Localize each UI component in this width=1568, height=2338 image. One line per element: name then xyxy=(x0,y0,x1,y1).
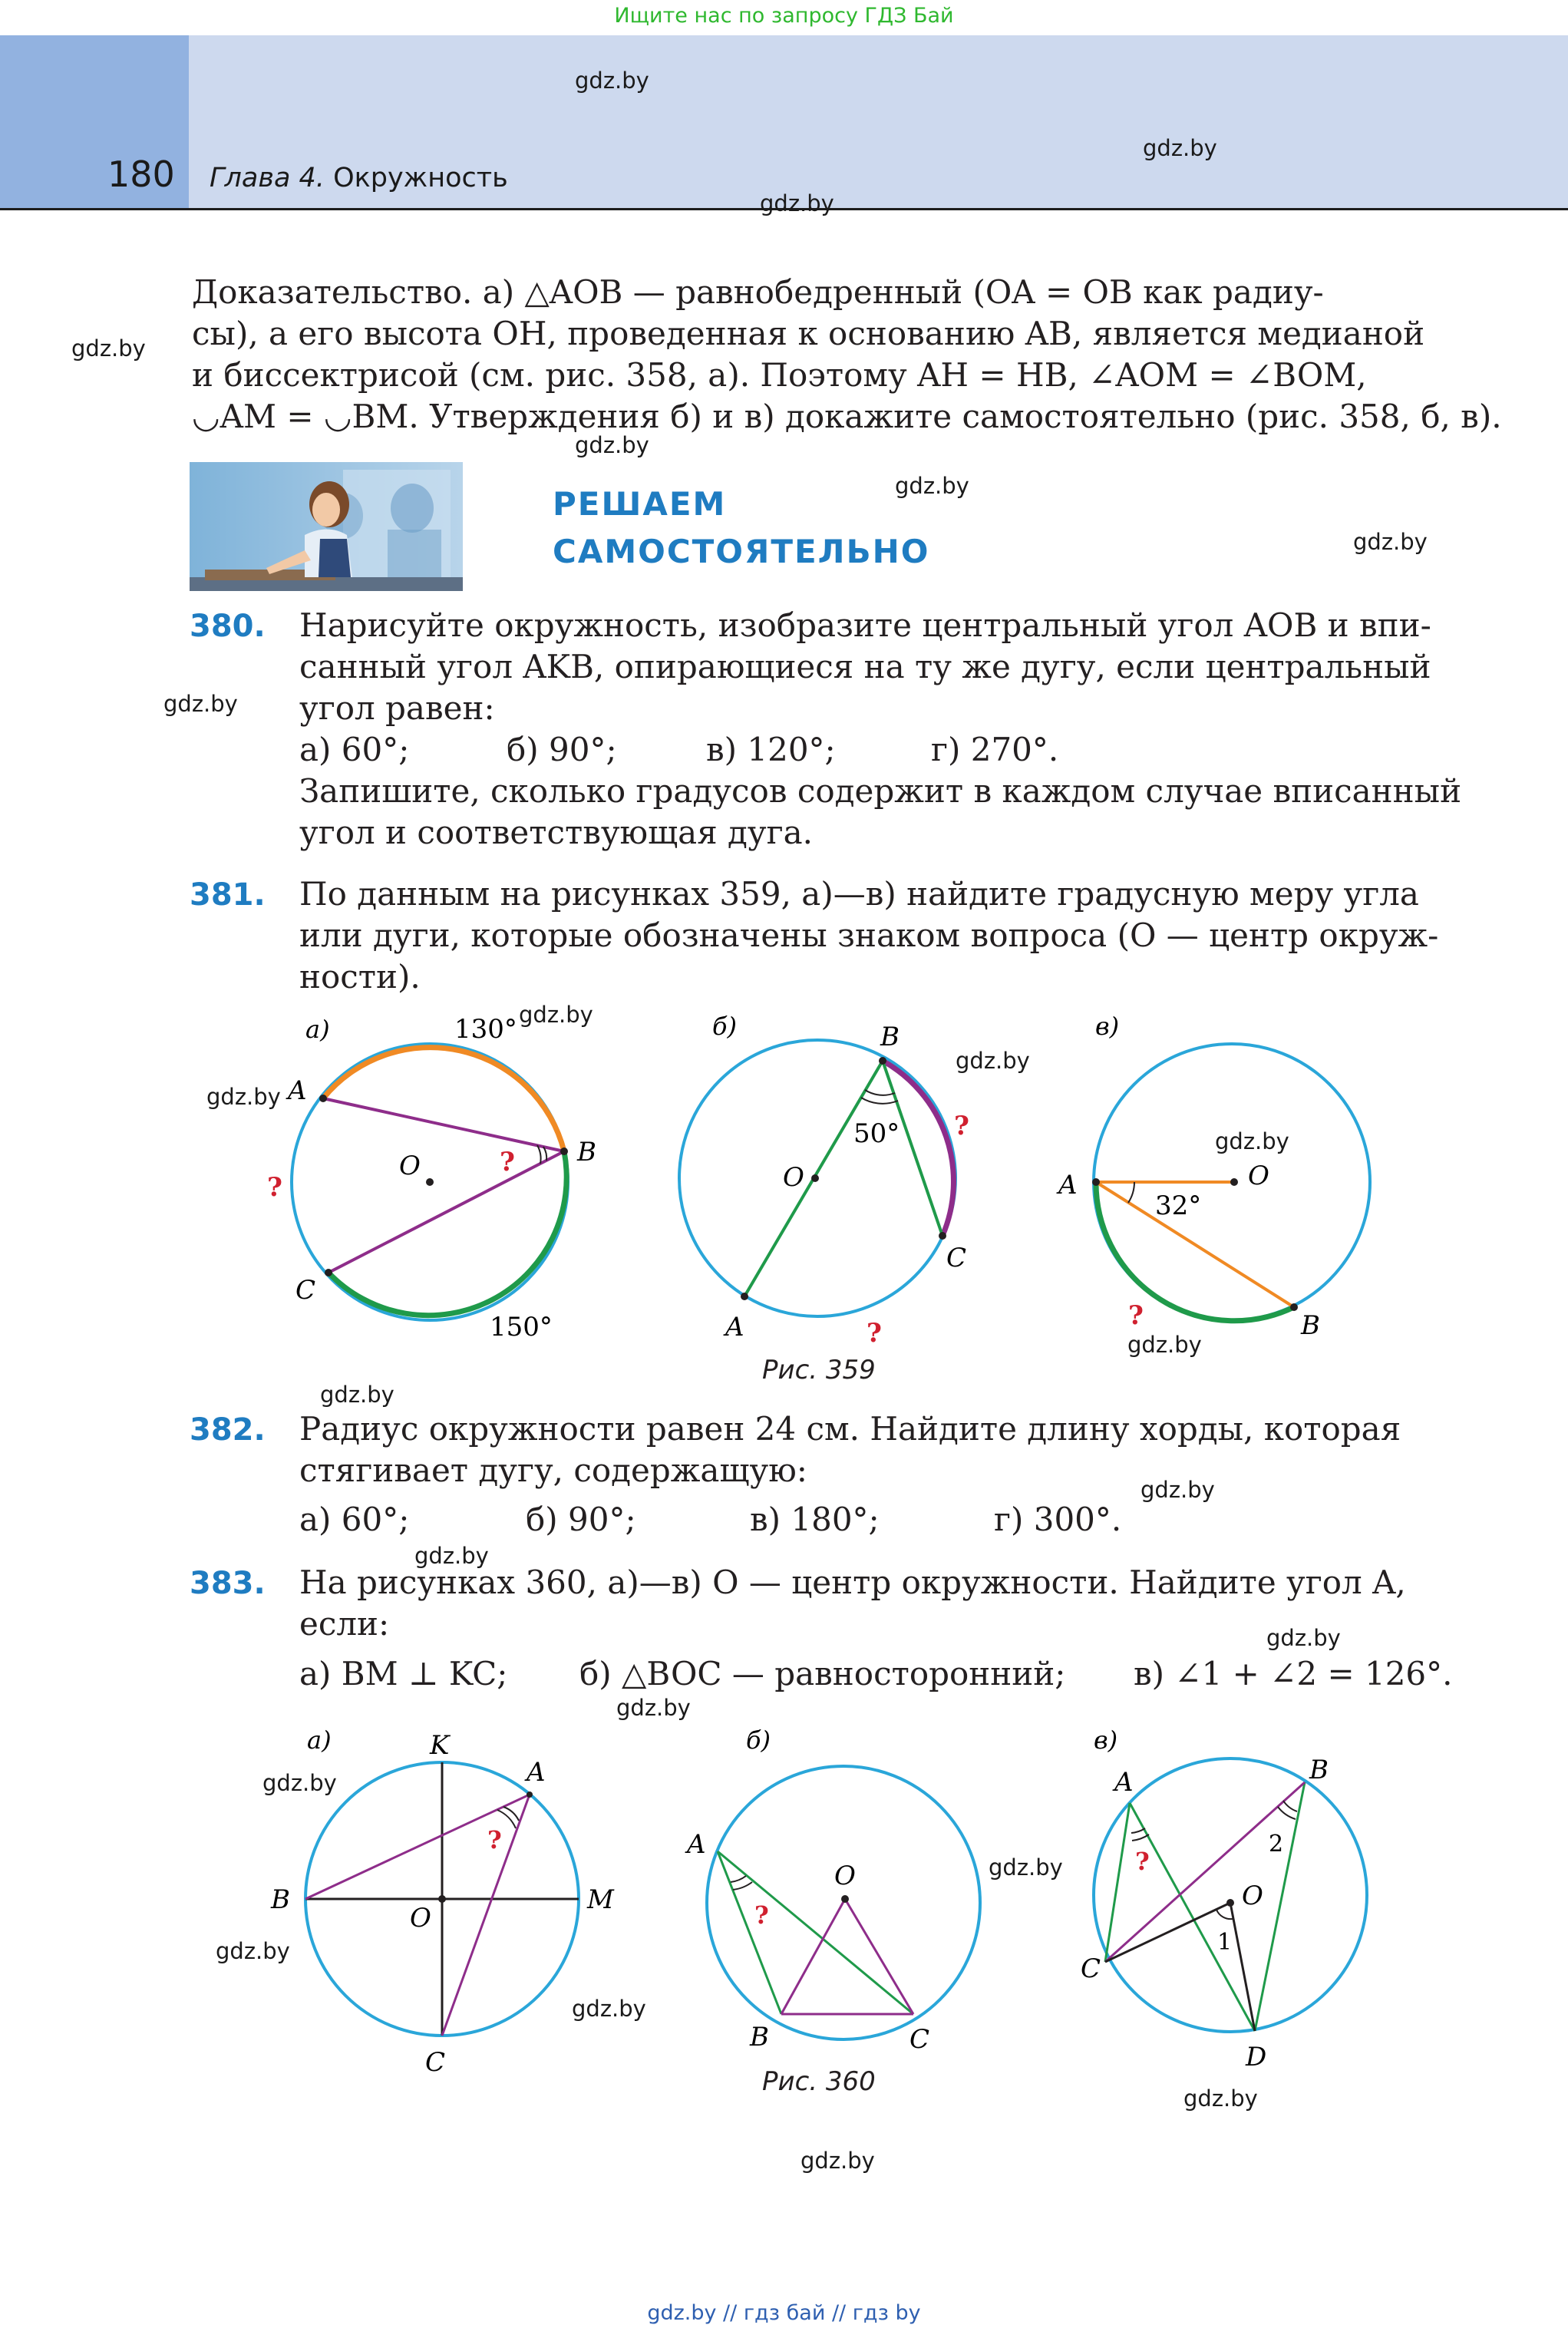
fig359-b-question-arc: ? xyxy=(954,1111,969,1141)
proof-line-4: ◡AM = ◡BM. Утверждения б) и в) докажите самостоятельно (рис. 358, б, в). xyxy=(192,398,1502,435)
fig360-a-question: ? xyxy=(487,1825,502,1854)
watermark: gdz.by xyxy=(414,1543,489,1569)
p383-line-1: На рисунках 360, а)—в) O — центр окружности. Найдите угол A, xyxy=(299,1564,1406,1601)
fig360-c-angle-2: 2 xyxy=(1269,1831,1284,1858)
watermark: gdz.by xyxy=(262,1770,337,1796)
watermark: gdz.by xyxy=(895,473,969,499)
section-title-line-1: РЕШАЕМ xyxy=(553,485,727,523)
fig360-b-label-c: C xyxy=(909,2024,930,2055)
fig360-c-label-c: C xyxy=(1081,1953,1101,1984)
fig360-b xyxy=(685,1725,980,2055)
fig360-a-label-b: B xyxy=(271,1884,290,1915)
fig359-b-point-b xyxy=(879,1057,886,1065)
fig360-b-center-o xyxy=(841,1895,849,1903)
fig360-c-label: в) xyxy=(1094,1725,1118,1755)
fig359-b-label-a: A xyxy=(725,1312,744,1342)
p382-option-b: б) 90°; xyxy=(526,1501,636,1538)
watermark: gdz.by xyxy=(320,1382,394,1408)
fig359-c-label-b: B xyxy=(1301,1310,1320,1341)
fig359-c-point-b xyxy=(1290,1303,1298,1311)
fig359-b-label-c: C xyxy=(946,1243,967,1273)
fig359-b-label: б) xyxy=(712,1012,738,1041)
footer-watermark: gdz.by // гдз бай // гдз by xyxy=(647,2301,921,2325)
p383-option-a: а) BM ⊥ KC; xyxy=(299,1655,508,1692)
fig359-c xyxy=(1056,1012,1370,1341)
chapter-prefix: Глава 4. xyxy=(210,163,325,193)
watermark: gdz.by xyxy=(163,691,238,717)
p380-line-2: санный угол AKB, опирающиеся на ту же дугу, если центральный xyxy=(299,648,1431,685)
fig360-b-side-bo xyxy=(781,1899,845,2014)
fig359-a-chord-cb xyxy=(328,1151,564,1273)
fig360-b-label-b: B xyxy=(750,2022,769,2052)
fig359-a-label-c: C xyxy=(295,1275,316,1306)
fig360-c-label-o: O xyxy=(1242,1881,1263,1911)
fig360-a-center-o xyxy=(438,1895,446,1903)
fig360-c-chord-ad xyxy=(1130,1803,1255,2031)
fig360-b-chord-ab xyxy=(718,1851,781,2014)
watermark: gdz.by xyxy=(575,432,649,458)
watermark: gdz.by xyxy=(616,1695,691,1721)
fig359-b-point-c xyxy=(939,1232,946,1240)
fig359-b-point-a xyxy=(741,1293,748,1300)
p382-line-2: стягивает дугу, содержащую: xyxy=(299,1451,807,1489)
top-banner: Ищите нас по запросу ГДЗ Бай xyxy=(614,4,954,28)
fig360-c-question: ? xyxy=(1135,1847,1150,1876)
fig360-b-question: ? xyxy=(754,1900,769,1930)
p383-line-2: если: xyxy=(299,1605,390,1643)
p380-line-5: Запишите, сколько градусов содержит в каждом случае вписанный xyxy=(299,772,1462,810)
problem-number-382: 382. xyxy=(190,1412,266,1448)
fig359-a-point-c xyxy=(325,1269,332,1276)
proof-line-1: Доказательство. а) △AOB — равнобедренный (OA = OB как радиу- xyxy=(192,273,1324,311)
fig359-a-arc-top-value: 130° xyxy=(454,1014,517,1045)
fig360-c-label-b: B xyxy=(1309,1755,1329,1785)
watermark: gdz.by xyxy=(1127,1332,1202,1358)
p380-option-c: в) 120°; xyxy=(706,731,836,768)
fig359-a-label-b: B xyxy=(577,1137,596,1167)
p380-option-a: а) 60°; xyxy=(299,731,410,768)
p383-option-c: в) ∠1 + ∠2 = 126°. xyxy=(1134,1655,1453,1692)
section-title-line-2: САМОСТОЯТЕЛЬНО xyxy=(553,533,930,570)
fig360-b-chord-ac xyxy=(718,1851,913,2014)
p381-line-2: или дуги, которые обозначены знаком вопроса (O — центр окруж- xyxy=(299,916,1439,954)
watermark: gdz.by xyxy=(206,1084,281,1110)
fig360-c-center-o xyxy=(1226,1899,1234,1907)
fig360-c-label-a: A xyxy=(1114,1767,1134,1798)
fig360-a-angle-mark xyxy=(503,1807,519,1821)
fig359-a-question-arc: ? xyxy=(267,1172,282,1203)
fig360-a-label: а) xyxy=(307,1725,332,1755)
p380-option-d: г) 270°. xyxy=(931,731,1059,768)
fig359-c-label: в) xyxy=(1095,1012,1120,1041)
fig360-b-label: б) xyxy=(746,1725,771,1755)
p382-line-1: Радиус окружности равен 24 см. Найдите длину хорды, которая xyxy=(299,1410,1401,1448)
fig360-a-label-a: A xyxy=(527,1757,546,1788)
p380-line-6: угол и соответствующая дуга. xyxy=(299,814,814,851)
proof-line-3: и биссектрисой (см. рис. 358, а). Поэтому AH = HB, ∠AOM = ∠BOM, xyxy=(192,356,1367,394)
fig360-c-circle xyxy=(1094,1758,1367,2032)
p380-line-3: угол равен: xyxy=(299,689,495,727)
problem-number-380: 380. xyxy=(190,609,266,644)
watermark: gdz.by xyxy=(760,190,834,216)
proof-line-2: сы), а его высота OH, проведенная к основанию AB, является медианой xyxy=(192,315,1425,352)
watermark: gdz.by xyxy=(572,1996,646,2022)
student-illustration xyxy=(190,462,463,591)
fig360-c-radius-od xyxy=(1230,1903,1255,2031)
fig360-c-chord-ac xyxy=(1105,1803,1130,1962)
p381-line-3: ности). xyxy=(299,958,421,996)
watermark: gdz.by xyxy=(956,1048,1030,1074)
watermark: gdz.by xyxy=(1143,135,1217,161)
figure-359 xyxy=(184,998,1412,1397)
fig359-a-angle-mark xyxy=(537,1145,541,1164)
fig359-b-label-b: B xyxy=(880,1022,900,1052)
fig359-c-label-a: A xyxy=(1058,1170,1078,1200)
fig359-b-angle-mark xyxy=(861,1098,898,1104)
p383-option-b: б) △BOC — равносторонний; xyxy=(579,1655,1066,1692)
fig359-c-label-o: O xyxy=(1248,1161,1269,1191)
fig359-a-arc-bottom-value: 150° xyxy=(490,1312,553,1342)
fig359-a-point-a xyxy=(319,1095,327,1102)
fig360-b-side-oc xyxy=(845,1899,913,2014)
chapter-name: Окружность xyxy=(333,163,508,193)
problem-number-383: 383. xyxy=(190,1566,266,1601)
fig359-a-label: а) xyxy=(305,1015,330,1044)
fig359-b-angle-mark xyxy=(865,1090,895,1095)
fig359-a-label-o: O xyxy=(399,1151,421,1181)
fig360-a-point-a xyxy=(527,1791,533,1798)
fig360-b-label-o: O xyxy=(834,1861,856,1891)
figure-360-caption: Рис. 360 xyxy=(762,2066,876,2097)
fig359-b xyxy=(679,1012,969,1349)
fig360-c xyxy=(1081,1725,1367,2072)
p382-option-a: а) 60°; xyxy=(299,1501,410,1538)
p381-line-1: По данным на рисунках 359, а)—в) найдите градусную меру угла xyxy=(299,875,1419,913)
fig360-c-label-d: D xyxy=(1246,2042,1267,2072)
fig360-c-angle-mark xyxy=(1283,1801,1297,1811)
fig360-c-angle-mark xyxy=(1131,1828,1145,1833)
fig360-c-angle-mark xyxy=(1216,1910,1233,1919)
fig360-a-label-c: C xyxy=(425,2047,446,2078)
fig359-c-point-a xyxy=(1092,1178,1100,1186)
fig359-a-chord-ab xyxy=(323,1098,564,1151)
watermark: gdz.by xyxy=(575,68,649,94)
watermark: gdz.by xyxy=(801,2148,875,2174)
fig360-c-angle-mark xyxy=(1278,1807,1296,1819)
fig359-c-center-o xyxy=(1230,1178,1238,1186)
fig359-a-point-b xyxy=(560,1148,568,1155)
fig360-a xyxy=(270,1725,615,2078)
fig359-c-angle-mark xyxy=(1128,1182,1134,1203)
fig360-b-angle-mark xyxy=(733,1882,752,1890)
problem-number-381: 381. xyxy=(190,877,266,913)
watermark: gdz.by xyxy=(1183,2085,1258,2112)
fig359-a-question-angle: ? xyxy=(500,1147,515,1177)
p382-option-d: г) 300°. xyxy=(994,1501,1122,1538)
p382-option-c: в) 180°; xyxy=(750,1501,880,1538)
watermark: gdz.by xyxy=(519,1002,593,1028)
fig359-c-angle-value: 32° xyxy=(1155,1190,1202,1221)
watermark: gdz.by xyxy=(989,1854,1063,1881)
watermark: gdz.by xyxy=(1215,1128,1289,1154)
fig359-a xyxy=(267,1014,596,1342)
fig360-c-angle-1: 1 xyxy=(1217,1929,1233,1956)
watermark: gdz.by xyxy=(1266,1625,1341,1651)
figure-360 xyxy=(184,1712,1412,2111)
fig360-a-label-o: O xyxy=(410,1903,431,1933)
fig359-b-angle-value: 50° xyxy=(853,1118,900,1149)
fig359-b-center-o xyxy=(811,1174,819,1182)
page-number: 180 xyxy=(107,154,175,195)
fig359-b-label-o: O xyxy=(783,1162,804,1193)
fig360-b-label-a: A xyxy=(687,1829,706,1860)
chapter-title xyxy=(210,163,508,193)
watermark: gdz.by xyxy=(1353,529,1428,555)
p380-option-b: б) 90°; xyxy=(507,731,617,768)
watermark: gdz.by xyxy=(1141,1477,1215,1503)
figure-359-caption: Рис. 359 xyxy=(762,1355,876,1385)
fig359-c-question-arc: ? xyxy=(1128,1300,1144,1331)
fig359-a-arc-150 xyxy=(328,1151,566,1316)
fig359-a-center-o xyxy=(426,1178,434,1186)
watermark: gdz.by xyxy=(216,1938,290,1964)
fig360-b-angle-mark xyxy=(731,1876,746,1882)
watermark: gdz.by xyxy=(71,335,146,362)
fig360-a-label-k: K xyxy=(430,1730,450,1761)
fig360-a-chord-ac xyxy=(442,1795,530,2036)
fig359-b-question-angle: ? xyxy=(867,1318,882,1349)
fig359-a-label-a: A xyxy=(288,1075,307,1106)
p380-line-1: Нарисуйте окружность, изобразите центральный угол AOB и впи- xyxy=(299,606,1431,644)
fig360-c-angle-mark xyxy=(1132,1834,1149,1841)
fig360-a-label-m: M xyxy=(587,1884,614,1915)
